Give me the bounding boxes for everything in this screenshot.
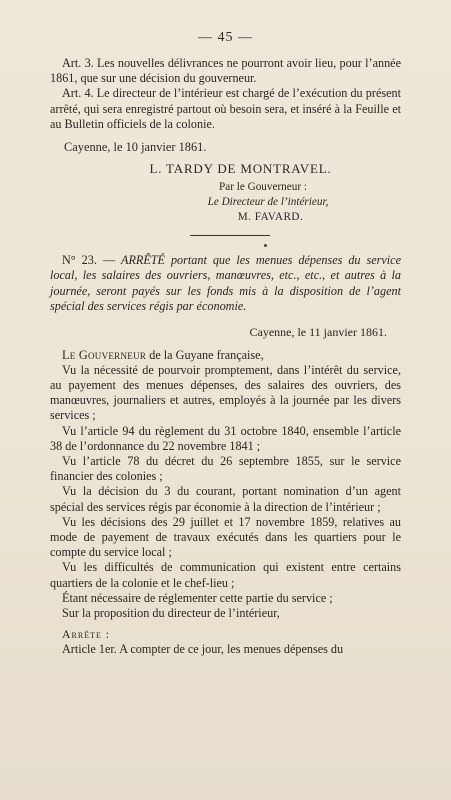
date-line-1: Cayenne, le 10 janvier 1861. — [64, 140, 207, 155]
signature-role: Le Directeur de l’intérieur, — [207, 196, 329, 209]
date-line-2: Cayenne, le 11 janvier 1861. — [249, 324, 387, 339]
considerant-7: Étant nécessaire de réglementer cette partie du service ; — [62, 590, 333, 605]
signature-name: L. TARDY DE MONTRAVEL. — [149, 161, 332, 177]
considerant-6: Vu les difficultés de communication qui existent entre certains quartiers de la colonie et le chef-lieu ; — [50, 560, 401, 590]
governor-line — [50, 348, 401, 363]
arrete-label: Arrête : — [62, 627, 111, 642]
considerant-8: Sur la proposition du directeur de l’intérieur, — [62, 606, 280, 621]
governor-suffix: de la Guyane française, — [146, 347, 264, 362]
arrete-heading — [50, 253, 401, 315]
arrete-number: N° 23. — — [62, 253, 116, 268]
article-4-paragraph: Art. 4. Le directeur de l’intérieur est chargé de l’exécution du présent arrêté, qui sera enregistré partout où besoin sera, et inséré à la Feuille et au Bulletin officiels de la colonie. — [50, 86, 401, 131]
signature-by: Par le Gouverneur : — [219, 181, 307, 194]
considerant-5: Vu les décisions des 29 juillet et 17 novembre 1859, relatives au mode de payement de travaux exécutés dans les quartiers pour le compte du service local ; — [50, 514, 401, 560]
divider-dot — [264, 244, 267, 247]
considerant-3: Vu l’article 78 du décret du 26 septembre 1855, sur le service financier des colonies ; — [50, 454, 401, 484]
considerant-2: Vu l’article 94 du règlement du 31 octobre 1840, ensemble l’article 38 de l’ordonnance du 22 novembre 1841 ; — [50, 423, 401, 453]
considerant-1: Vu la nécessité de pourvoir promptement, dans l’intérêt du service, au payement des menues dépenses, des salaires des ouvriers, des manœuvres, journaliers et autres, employés à la journée par les divers services ; — [50, 362, 401, 423]
page-number: — 45 — — [198, 30, 253, 45]
arrete-title: ARRÊTÉ portant que les menues dépenses du service local, les salaires des ouvriers, manœuvres, etc., etc., et autres à la journée, seront payés sur les fonds mis à la disposition de l’agent spécial des services régis par économie. — [50, 253, 401, 314]
signature-signer: M. FAVARD. — [237, 211, 304, 224]
article-1-paragraph: Article 1er. A compter de ce jour, les menues dépenses du — [62, 642, 344, 657]
governor-prefix: Le Gouverneur — [62, 347, 147, 362]
considerant-4: Vu la décision du 3 du courant, portant nomination d’un agent spécial des services régis par économie à la direction de l’intérieur ; — [50, 484, 401, 514]
article-3-paragraph: Art. 3. Les nouvelles délivrances ne pourront avoir lieu, pour l’année 1861, que sur une décision du gouverneur. — [50, 56, 401, 86]
section-divider — [190, 235, 270, 236]
